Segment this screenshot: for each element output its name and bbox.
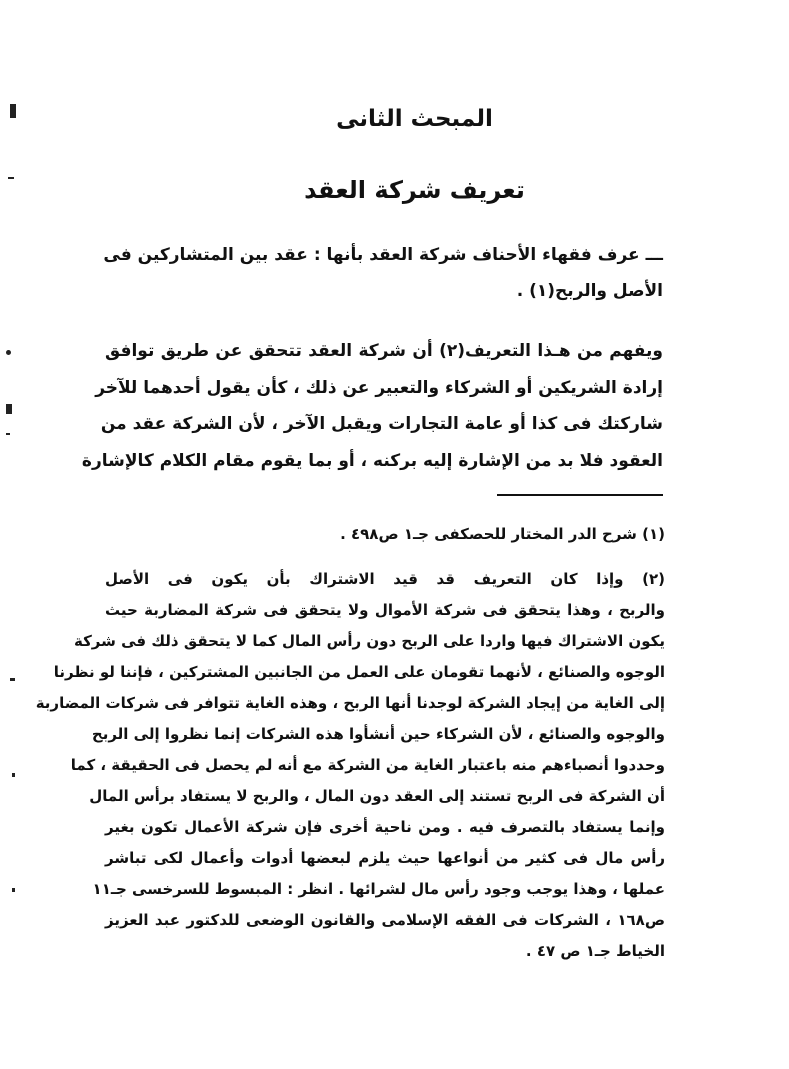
paragraph-line: شاركتك فى كذا أو عامة التجارات ويقبل الآخر ، لأن الشركة عقد من: [100, 414, 663, 434]
margin-mark: [8, 177, 14, 179]
section-title: تعريف شركة العقد: [304, 176, 525, 204]
footnote-line: وحددوا أنصباءهم منه باعتبار الغاية من الشركة مع أنه لم يحصل فى الحقيقة ، كما: [70, 756, 665, 774]
footnote-line: إلى الغاية من إيجاد الشركة لوجدنا أنها الربح ، وهذه الغاية تتوافر فى شركات المضاربة: [35, 694, 665, 712]
margin-mark: [6, 404, 12, 414]
footnote-line: (١) شرح الدر المختار للحصكفى جـ١ ص٤٩٨ .: [340, 525, 665, 543]
footnote-line: (٢) وإذا كان التعريف قد قيد الاشتراك بأن يكون فى الأصل: [105, 570, 665, 588]
paragraph-line: ويفهم من هـذا التعريف(٢) أن شركة العقد تتحقق عن طريق توافق: [105, 341, 663, 361]
margin-mark: [12, 888, 15, 892]
paragraph-line: الأصل والربح(١) .: [516, 281, 663, 301]
section-heading: المبحث الثانى: [336, 106, 493, 132]
footnote-line: رأس مال فى كثير من أنواعها حيث يلزم لبعضها أدوات وأعمال لكى تباشر: [105, 849, 665, 867]
paragraph-line: العقود فلا بد من الإشارة إليه بركنه ، أو بما يقوم مقام الكلام كالإشارة: [81, 451, 663, 471]
margin-mark: [12, 773, 15, 777]
margin-mark: [10, 104, 16, 118]
paragraph-line: ـــ عرف فقهاء الأحناف شركة العقد بأنها : عقد بين المتشاركين فى: [103, 245, 663, 265]
footnote-line: والوجوه والصنائع ، لأن الشركاء حين أنشأوا هذه الشركات إنما نظروا إلى الربح: [91, 725, 665, 743]
footnote-line: ص١٦٨ ، الشركات فى الفقه الإسلامى والقانون الوضعى للدكتور عبد العزيز: [105, 911, 665, 929]
footnote-line: يكون الاشتراك فيها واردا على الربح دون رأس المال كما لا يتحقق ذلك فى شركة: [73, 632, 665, 650]
footnote-divider: [497, 494, 663, 496]
margin-mark: [10, 678, 15, 681]
footnote-line: الوجوه والصنائع ، لأنهما تقومان على العمل من الجانبين المشتركين ، فإننا لو نظرنا: [53, 663, 665, 681]
margin-mark: [6, 433, 10, 435]
footnote-line: والربح ، وهذا يتحقق فى شركة الأموال ولا يتحقق فى شركة المضاربة حيث: [105, 601, 665, 619]
paragraph-line: إرادة الشريكين أو الشركاء والتعبير عن ذلك ، كأن يقول أحدهما للآخر: [95, 378, 663, 398]
margin-mark: [6, 350, 11, 355]
footnote-line: أن الشركة فى الربح تستند إلى العقد دون المال ، والربح لا يستفاد برأس المال: [89, 787, 665, 805]
footnote-line: الخياط جـ١ ص ٤٧ .: [525, 942, 665, 960]
footnote-line: عملها ، وهذا يوجب وجود رأس مال لشرائها . انظر : المبسوط للسرخسى جـ١١: [92, 880, 665, 898]
footnote-line: وإنما يستفاد بالتصرف فيه . ومن ناحية أخرى فإن شركة الأعمال تكون بغير: [105, 818, 665, 836]
